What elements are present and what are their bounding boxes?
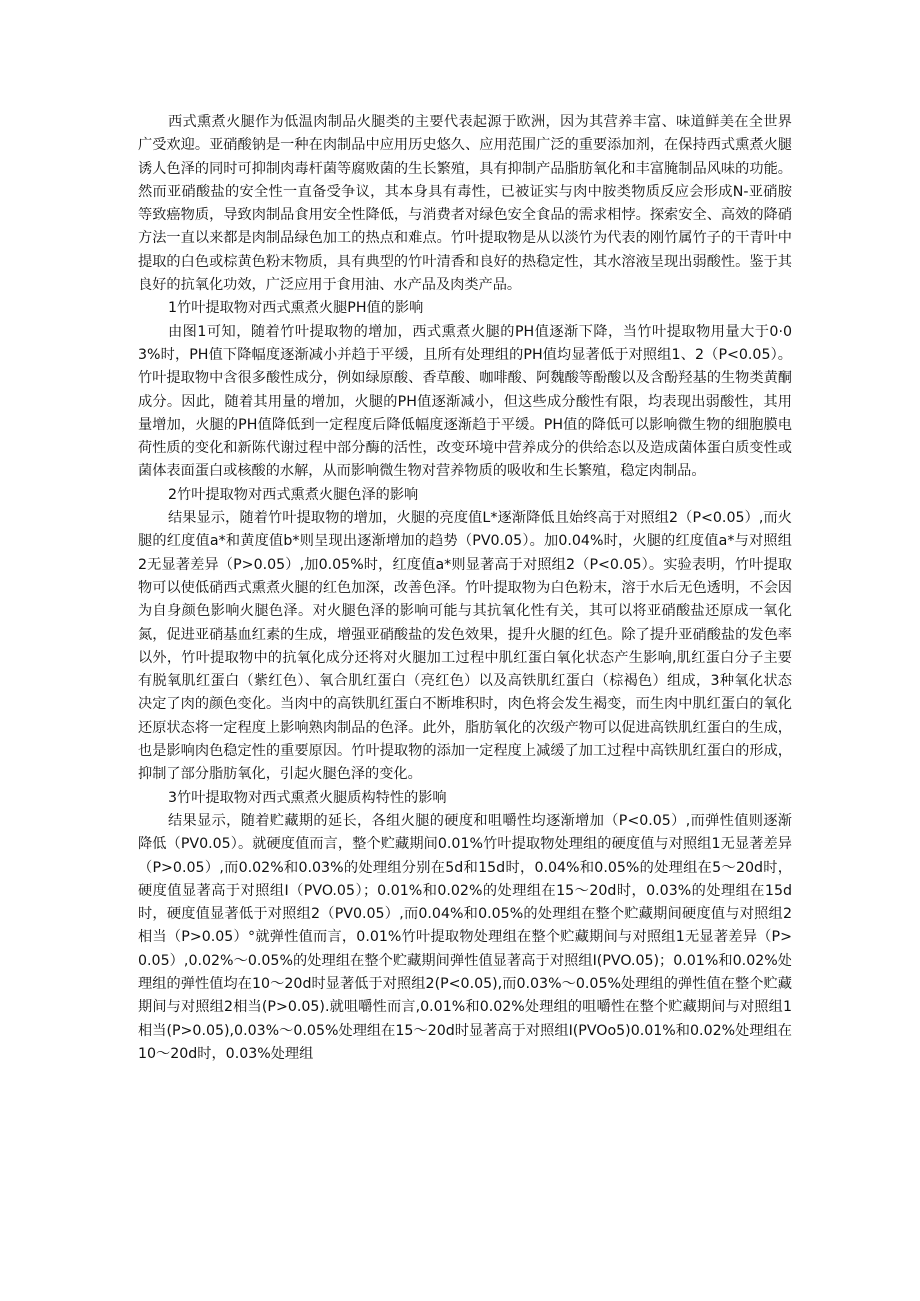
section-3-heading: 3竹叶提取物对西式熏煮火腿质构特性的影响: [168, 789, 447, 806]
section-1-paragraph: 由图1可知，随着竹叶提取物的增加，西式熏煮火腿的PH值逐渐下降，当竹叶提取物用量大于0·03%时，PH值下降幅度逐渐减小并趋于平缓，且所有处理组的PH值均显著低于对照组1、2（P<0.05）。竹叶提取物中含很多酸性成分，例如绿原酸、香草酸、咖啡酸、阿魏酸等酚酸以及含酚羟基的生物类黄酮成分。因此，随着其用量的增加，火腿的PH值逐渐减小，但这些成分酸性有限，均表现出弱酸性，其用量增加，火腿的PH值降低到一定程度后降低幅度逐渐趋于平缓。PH值的降低可以影响微生物的细胞膜电荷性质的变化和新陈代谢过程中部分酶的活性，改变环境中营养成分的供给态以及造成菌体蛋白质变性或菌体表面蛋白或核酸的水解，从而影响微生物对营养物质的吸收和生长繁殖，稳定肉制品。: [138, 323, 792, 480]
section-2-heading: 2竹叶提取物对西式熏煮火腿色泽的影响: [168, 486, 419, 503]
section-3-paragraph: 结果显示，随着贮藏期的延长，各组火腿的硬度和咀嚼性均逐渐增加（P<0.05）,而弹性值则逐渐降低（PV0.05）。就硬度值而言，整个贮藏期间0.01%竹叶提取物处理组的硬度值与对照组1无显著差异（P>0.05）,而0.02%和0.03%的处理组分别在5d和15d时，0.04%和0.05%的处理组在5～20d时，硬度值显著高于对照组I（PVO.05）；0.01%和0.02%的处理组在15～20d时，0.03%的处理组在15d时，硬度值显著低于对照组2（PV0.05）,而0.04%和0.05%的处理组在整个贮藏期间硬度值与对照组2相当（P>0.05）°就弹性值而言，0.01%竹叶提取物处理组在整个贮藏期间与对照组1无显著差异（P>0.05）,0.02%～0.05%的处理组在整个贮藏期间弹性值显著高于对照组I(PVO.05)；0.01%和0.02%处理组的弹性值均在10～20d时显著低于对照组2(P<0.05),而0.03%～0.05%处理组的弹性值在整个贮藏期间与对照组2相当(P>0.05).就咀嚼性而言,0.01%和0.02%处理组的咀嚼性在整个贮藏期间与对照组1相当(P>0.05),0.03%～0.05%处理组在15～20d时显著高于对照组I(PVOo5)0.01%和0.02%处理组在10～20d时，0.03%处理组: [138, 812, 792, 1062]
intro-paragraph: 西式熏煮火腿作为低温肉制品火腿类的主要代表起源于欧洲，因为其营养丰富、味道鲜美在全世界广受欢迎。亚硝酸钠是一种在肉制品中应用历史悠久、应用范围广泛的重要添加剂，在保持西式熏煮火腿诱人色泽的同时可抑制肉毒杆菌等腐败菌的生长繁殖，具有抑制产品脂肪氧化和丰富腌制品风味的功能。然而亚硝酸盐的安全性一直备受争议，其本身具有毒性，已被证实与肉中胺类物质反应会形成N-亚硝胺等致癌物质，导致肉制品食用安全性降低，与消费者对绿色安全食品的需求相悖。探索安全、高效的降硝方法一直以来都是肉制品绿色加工的热点和难点。竹叶提取物是从以淡竹为代表的刚竹属竹子的干青叶中提取的白色或棕黄色粉末物质，具有典型的竹叶清香和良好的热稳定性，其水溶液呈现出弱酸性。鉴于其良好的抗氧化功效，广泛应用于食用油、水产品及肉类产品。: [138, 114, 792, 294]
section-2-paragraph: 结果显示，随着竹叶提取物的增加，火腿的亮度值L*逐渐降低且始终高于对照组2（P<0.05）,而火腿的红度值a*和黄度值b*则呈现出逐渐增加的趋势（PV0.05）。加0.04%时，火腿的红度值a*与对照组2无显著差异（P>0.05）,加0.05%时，红度值a*则显著高于对照组2（P<0.05）。实验表明，竹叶提取物可以使低硝西式熏煮火腿的红色加深，改善色泽。竹叶提取物为白色粉末，溶于水后无色透明，不会因为自身颜色影响火腿色泽。对火腿色泽的影响可能与其抗氧化性有关，其可以将亚硝酸盐还原成一氧化氮，促进亚硝基血红素的生成，增强亚硝酸盐的发色效果，提升火腿的红色。除了提升亚硝酸盐的发色率以外，竹叶提取物中的抗氧化成分还将对火腿加工过程中肌红蛋白氧化状态产生影响,肌红蛋白分子主要有脱氧肌红蛋白（紫红色）、氧合肌红蛋白（亮红色）以及高铁肌红蛋白（棕褐色）组成，3种氧化状态决定了肉的颜色变化。当肉中的高铁肌红蛋白不断堆积时，肉色将会发生褐变，而生肉中肌红蛋白的氧化还原状态将一定程度上影响熟肉制品的色泽。此外，脂肪氧化的次级产物可以促进高铁肌红蛋白的生成，也是影响肉色稳定性的重要原因。竹叶提取物的添加一定程度上减缓了加工过程中高铁肌红蛋白的形成，抑制了部分脂肪氧化，引起火腿色泽的变化。: [138, 510, 792, 783]
section-1-heading: 1竹叶提取物对西式熏煮火腿PH值的影响: [168, 300, 424, 317]
document-body: [138, 111, 792, 1066]
